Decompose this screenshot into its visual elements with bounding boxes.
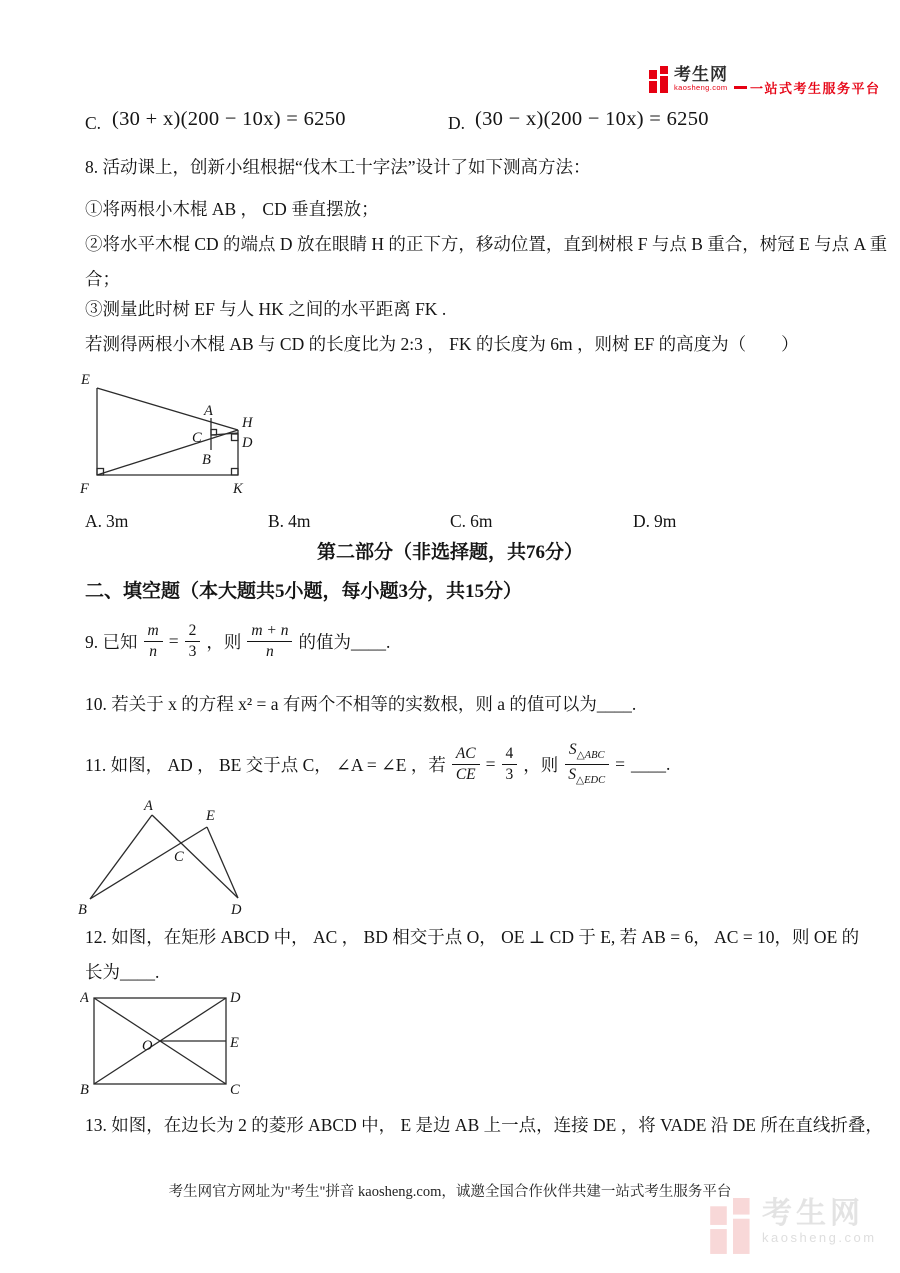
q9-fraction-mn-n [247,622,292,661]
logo-domain-text: kaosheng.com [674,83,728,92]
q11-s-den: S [568,765,577,783]
q9-mid: ，则 [206,631,242,652]
q8-label-K: K [233,481,243,497]
q8-option-b-label: B. [268,511,285,531]
q11-s-num: S [568,741,577,759]
watermark-domain-text: kaosheng.com [762,1230,877,1245]
watermark-cn-text: 考生网 [762,1197,864,1230]
watermark-text-block [762,1198,877,1245]
q11-label-E: E [206,808,215,824]
q11-equals1: = [485,753,496,774]
q11-f1-den: CE [455,765,476,783]
fill-blank-section-title: 二、填空题（本大题共5小题，每小题3分，共15分） [85,581,523,602]
footer-note: 考生网官方网址为"考生"拼音 kaosheng.com，诚邀全国合作伙伴共建一站式考生服务平台 [168,1184,732,1200]
q8-option-a-label: A. [85,511,103,531]
q11-figure-labels [78,798,242,917]
option-d-equation: (30 − x)(200 − 10x) = 6250 [475,108,709,130]
q9-f1-num: m [144,622,163,642]
q8-option-c [450,510,492,533]
q8-option-d [633,510,676,533]
q9-fraction-2-3 [185,622,201,661]
q11-s-num-sub: △ABC [576,750,605,762]
q11-s-den-sub: △EDC [576,774,606,786]
q8-label-E: E [81,372,90,388]
option-d-label: D. [448,113,466,133]
option-c-label: C. [85,113,102,133]
q8-figure-lines [97,388,238,475]
q8-figure [78,366,278,500]
q12-label-C: C [230,1082,240,1098]
q9-f1-den: n [149,642,157,660]
q8-option-b-text: 4m [288,511,311,531]
q11-f2-num: 4 [502,745,518,765]
q8-label-H: H [242,415,253,431]
logo-tagline-wrap [734,78,881,97]
q9-suffix: 的值为____. [298,631,391,652]
q11-label-A: A [144,798,153,814]
logo-cn-text: 考生网 [674,65,728,84]
q11-f1-num: AC [452,745,480,765]
q8-label-D: D [242,435,253,451]
q8-step2: ②将水平木棍 CD 的端点 D 放在眼睛 H 的正下方，移动位置，直到树根 F 与点 B 重合，树冠 E 与点 A 重 [85,234,888,254]
q12-label-A: A [80,990,89,1006]
q9-equals: = [168,630,179,651]
q8-option-b [268,510,310,533]
q11-mid: ，则 [523,754,559,775]
q12-figure [80,986,252,1100]
q8-label-C: C [192,430,202,446]
q11-label-C: C [174,849,184,865]
logo-text-block [674,66,728,92]
q8-step1: ①将两根小木棍 AB ， CD 垂直摆放； [85,199,379,219]
q12-label-O: O [142,1038,153,1054]
q11-area-den [564,765,609,787]
q11-f2-den: 3 [505,765,514,783]
watermark-logo [710,1198,877,1256]
q13-text: 13. 如图，在边长为 2 的菱形 ABCD 中， E 是边 AB 上一点，连接 DE ，将 VADE 沿 DE 所在直线折叠， [85,1115,883,1135]
q11-fraction-areas [564,741,609,786]
part2-title: 第二部分（非选择题，共76分） [316,542,583,563]
q9-prefix: 9. 已知 [85,631,138,652]
q8-step2-cont: 合； [85,269,120,289]
q11-equals2: = [615,753,625,774]
q12-line2: 长为____. [85,962,160,982]
q11-label-D: D [231,902,242,917]
q12-figure-lines [94,998,226,1084]
watermark-logo-icon [710,1198,756,1256]
q9-f2-num: 2 [185,622,201,642]
q12-label-B: B [80,1082,89,1098]
tagline-dash-icon [734,86,747,89]
site-logo [649,66,881,97]
q11-figure [78,795,268,917]
q9-row [85,615,390,667]
q8-option-c-text: 6m [470,511,493,531]
q11-figure-lines [90,815,238,899]
q12-figure-labels [80,990,241,1098]
q8-step3: ③测量此时树 EF 与人 HK 之间的水平距离 FK . [85,299,447,319]
q9-f2-den: 3 [188,642,197,660]
q12-label-D: D [230,990,241,1006]
q9-f3-den: n [266,642,274,660]
option-c-equation: (30 + x)(200 − 10x) = 6250 [112,108,346,130]
q8-label-B: B [202,452,211,468]
q11-label-B: B [78,902,87,917]
q11-suffix: ____. [630,753,671,774]
q8-option-d-label: D. [633,511,651,531]
q8-label-F: F [80,481,89,497]
q11-fraction-4-3 [502,745,518,784]
q9-fraction-m-n [144,622,163,661]
q8-option-c-label: C. [450,511,467,531]
q11-area-num [565,741,609,764]
q8-stem: 8. 活动课上，创新小组根据“伐木工十字法”设计了如下测高方法： [85,157,591,177]
q12-label-E: E [230,1035,239,1051]
q11-fraction-ac-ce [452,745,480,784]
q10-text: 10. 若关于 x 的方程 x² = a 有两个不相等的实数根，则 a 的值可以为____. [85,694,637,714]
kaosheng-logo-icon [649,66,671,94]
q12-line1: 12. 如图，在矩形 ABCD 中， AC ， BD 相交于点 O， OE ⊥ CD 于 E, 若 AB = 6， AC = 10，则 OE 的 [85,927,860,947]
q8-option-d-text: 9m [654,511,677,531]
q11-row [85,736,670,792]
q11-prefix: 11. 如图， AD ， BE 交于点 C， ∠A = ∠E ，若 [85,754,446,775]
q8-label-A: A [204,403,213,419]
q8-option-a-text: 3m [106,511,129,531]
q8-option-a [85,510,128,533]
logo-tagline: 一站式考生服务平台 [750,81,881,96]
q8-question: 若测得两根小木棍 AB 与 CD 的长度比为 2:3 ， FK 的长度为 6m ，则树 EF 的高度为（ ） [85,334,799,354]
q9-f3-num: m + n [247,622,292,642]
